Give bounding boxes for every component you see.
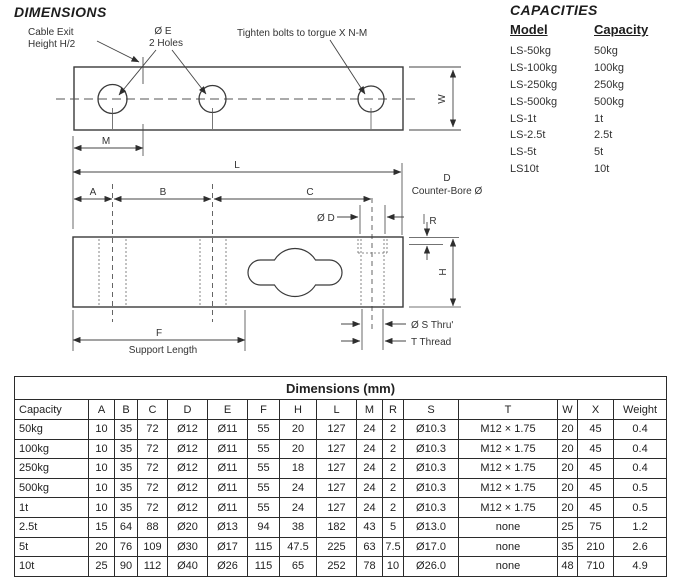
capacity-cell: 2.5t	[594, 129, 613, 142]
table-cell: 72	[138, 420, 168, 440]
column-header: T	[459, 400, 558, 420]
column-header: C	[138, 400, 168, 420]
dim-a-label: A	[89, 187, 97, 198]
dimension-h	[409, 239, 461, 307]
table-row	[15, 537, 667, 557]
table-cell: 35	[558, 537, 578, 557]
table-cell: 88	[138, 517, 168, 537]
table-row	[15, 459, 667, 479]
table-title: Dimensions (mm)	[15, 377, 667, 400]
table-cell: 64	[115, 517, 138, 537]
table-cell: 250kg	[15, 459, 89, 479]
table-cell: 55	[248, 439, 280, 459]
dim-r-label: R	[429, 216, 437, 227]
table-cell: 2	[383, 478, 404, 498]
model-cell: LS-250kg	[510, 78, 558, 91]
column-header: B	[115, 400, 138, 420]
table-cell: 2	[383, 420, 404, 440]
table-cell: 127	[317, 439, 357, 459]
model-cell: LS-500kg	[510, 95, 558, 108]
dim-h-label: H	[438, 268, 449, 276]
capacity-cell: 100kg	[594, 62, 624, 75]
column-header: X	[578, 400, 614, 420]
table-cell: 24	[357, 420, 383, 440]
table-cell: 55	[248, 498, 280, 518]
t-thread-label: T Thread	[411, 337, 452, 348]
model-cell: LS-100kg	[510, 62, 558, 75]
table-cell: Ø26	[208, 557, 248, 577]
table-cell: 182	[317, 517, 357, 537]
table-cell: 75	[578, 517, 614, 537]
table-cell: Ø17.0	[404, 537, 459, 557]
table-cell: Ø40	[168, 557, 208, 577]
cable-exit-leader	[97, 41, 139, 62]
table-cell: 10	[89, 420, 115, 440]
column-header: Capacity	[15, 400, 89, 420]
table-cell: 45	[578, 420, 614, 440]
table-cell: 18	[280, 459, 317, 479]
column-header: F	[248, 400, 280, 420]
table-row	[15, 498, 667, 518]
table-cell: 252	[317, 557, 357, 577]
table-cell: 10	[383, 557, 404, 577]
table-row	[15, 420, 667, 440]
table-cell: 100kg	[15, 439, 89, 459]
table-cell: 20	[558, 420, 578, 440]
s-thru-label: Ø S Thru'	[411, 320, 454, 331]
table-cell: 94	[248, 517, 280, 537]
model-cell: LS-50kg	[510, 45, 551, 58]
column-header: Weight	[614, 400, 667, 420]
table-cell: 35	[115, 420, 138, 440]
table-cell: 63	[357, 537, 383, 557]
table-cell: Ø10.3	[404, 459, 459, 479]
table-cell: Ø13.0	[404, 517, 459, 537]
dimension-abc	[74, 184, 372, 332]
table-cell: 15	[89, 517, 115, 537]
table-row	[15, 517, 667, 537]
table-cell: 225	[317, 537, 357, 557]
table-cell: 10	[89, 459, 115, 479]
hole-count-label: 2 Holes	[149, 38, 183, 49]
table-cell: 90	[115, 557, 138, 577]
table-cell: 710	[578, 557, 614, 577]
column-header: R	[383, 400, 404, 420]
table-cell: 72	[138, 478, 168, 498]
dim-table-header-row	[15, 400, 667, 420]
table-cell: M12 × 1.75	[459, 498, 558, 518]
column-header: M	[357, 400, 383, 420]
table-cell: 38	[280, 517, 317, 537]
table-cell: Ø13	[208, 517, 248, 537]
table-cell: 7.5	[383, 537, 404, 557]
table-cell: 127	[317, 478, 357, 498]
column-header: D	[168, 400, 208, 420]
column-header: H	[280, 400, 317, 420]
table-cell: Ø11	[208, 420, 248, 440]
table-cell: none	[459, 557, 558, 577]
table-cell: 50kg	[15, 420, 89, 440]
table-cell: 10	[89, 439, 115, 459]
dim-c-label: C	[306, 187, 314, 198]
capacity-cell: 250kg	[594, 78, 624, 91]
table-cell: Ø12	[168, 478, 208, 498]
dim-w-label: W	[437, 94, 448, 104]
table-cell: 47.5	[280, 537, 317, 557]
table-cell: M12 × 1.75	[459, 439, 558, 459]
table-cell: 72	[138, 498, 168, 518]
table-cell: 55	[248, 459, 280, 479]
table-cell: 65	[280, 557, 317, 577]
capacity-cell: 500kg	[594, 95, 624, 108]
table-cell: 72	[138, 439, 168, 459]
table-cell: 10t	[15, 557, 89, 577]
table-cell: 45	[578, 459, 614, 479]
table-cell: 24	[357, 439, 383, 459]
support-length-label: Support Length	[128, 345, 198, 356]
hole-dia-leader-2	[172, 50, 206, 94]
table-cell: 43	[357, 517, 383, 537]
table-cell: 20	[558, 478, 578, 498]
table-cell: 2.5t	[15, 517, 89, 537]
table-cell: M12 × 1.75	[459, 478, 558, 498]
hole-dia-label: Ø E	[154, 26, 172, 37]
dim-m-label: M	[101, 136, 111, 147]
table-cell: 35	[115, 498, 138, 518]
table-cell: 20	[558, 459, 578, 479]
dimension-d	[337, 205, 404, 234]
table-cell: 20	[558, 498, 578, 518]
table-cell: 2	[383, 439, 404, 459]
capacity-cell: 1t	[594, 112, 604, 125]
table-cell: 1.2	[614, 517, 667, 537]
table-cell: 25	[89, 557, 115, 577]
table-cell: 20	[280, 420, 317, 440]
capacity-cell: 50kg	[594, 45, 618, 58]
table-cell: 78	[357, 557, 383, 577]
table-cell: none	[459, 517, 558, 537]
table-cell: Ø10.3	[404, 420, 459, 440]
cable-exit-label-2: Height H/2	[28, 39, 76, 50]
table-cell: Ø11	[208, 459, 248, 479]
table-cell: 35	[115, 459, 138, 479]
table-cell: 127	[317, 420, 357, 440]
dimension-m-l	[73, 124, 402, 235]
table-cell: 20	[558, 439, 578, 459]
table-cell: 112	[138, 557, 168, 577]
table-cell: 0.5	[614, 478, 667, 498]
table-cell: Ø17	[208, 537, 248, 557]
capacity-cell: 5t	[594, 146, 604, 159]
table-cell: 55	[248, 420, 280, 440]
dimension-w	[409, 67, 461, 130]
table-cell: Ø12	[168, 498, 208, 518]
dim-f-label: F	[155, 328, 163, 339]
hole-dia-leader-1	[119, 50, 156, 95]
table-cell: Ø11	[208, 498, 248, 518]
table-cell: 2.6	[614, 537, 667, 557]
table-cell: 127	[317, 498, 357, 518]
table-cell: 45	[578, 498, 614, 518]
table-cell: 0.4	[614, 439, 667, 459]
table-cell: 0.5	[614, 498, 667, 518]
table-cell: 24	[357, 478, 383, 498]
table-cell: Ø10.3	[404, 478, 459, 498]
model-column-header: Model	[510, 22, 548, 37]
table-cell: 55	[248, 478, 280, 498]
table-cell: 4.9	[614, 557, 667, 577]
dimensions-heading: DIMENSIONS	[14, 4, 107, 20]
capacities-heading: CAPACITIES	[510, 2, 598, 18]
model-cell: LS-1t	[510, 112, 537, 125]
column-header: L	[317, 400, 357, 420]
table-cell: 115	[248, 537, 280, 557]
table-cell: 45	[578, 478, 614, 498]
table-cell: 24	[280, 478, 317, 498]
table-cell: 24	[357, 498, 383, 518]
table-cell: 24	[280, 498, 317, 518]
table-cell: 127	[317, 459, 357, 479]
model-cell: LS10t	[510, 162, 539, 175]
model-cell: LS-2.5t	[510, 129, 546, 142]
table-cell: 10	[89, 498, 115, 518]
table-cell: Ø20	[168, 517, 208, 537]
table-cell: 45	[578, 439, 614, 459]
table-cell: Ø10.3	[404, 439, 459, 459]
capacity-column-header: Capacity	[594, 22, 649, 37]
dimensions-table	[14, 376, 667, 577]
table-cell: none	[459, 537, 558, 557]
table-cell: 5	[383, 517, 404, 537]
table-cell: 0.4	[614, 459, 667, 479]
table-cell: 25	[558, 517, 578, 537]
table-cell: 35	[115, 439, 138, 459]
column-header: S	[404, 400, 459, 420]
table-cell: Ø30	[168, 537, 208, 557]
column-header: E	[208, 400, 248, 420]
table-cell: Ø12	[168, 420, 208, 440]
top-view	[56, 57, 417, 130]
table-cell: Ø11	[208, 478, 248, 498]
table-cell: 115	[248, 557, 280, 577]
table-cell: 1t	[15, 498, 89, 518]
column-header: W	[558, 400, 578, 420]
counter-bore-label-2: Counter-Bore Ø	[411, 186, 483, 197]
table-row	[15, 557, 667, 577]
side-view-outline	[73, 237, 403, 307]
table-cell: Ø12	[168, 439, 208, 459]
dim-l-label: L	[234, 160, 240, 171]
torque-note-label: Tighten bolts to torgue X N-M	[237, 28, 368, 39]
table-title-row	[15, 377, 667, 400]
table-cell: 210	[578, 537, 614, 557]
table-cell: M12 × 1.75	[459, 420, 558, 440]
table-cell: M12 × 1.75	[459, 459, 558, 479]
table-cell: 2	[383, 459, 404, 479]
table-cell: Ø26.0	[404, 557, 459, 577]
table-cell: 109	[138, 537, 168, 557]
table-cell: 0.4	[614, 420, 667, 440]
capacity-cell: 10t	[594, 162, 610, 175]
table-cell: 24	[357, 459, 383, 479]
table-cell: 5t	[15, 537, 89, 557]
table-cell: 2	[383, 498, 404, 518]
table-cell: 35	[115, 478, 138, 498]
table-cell: 72	[138, 459, 168, 479]
model-cell: LS-5t	[510, 146, 537, 159]
column-header: A	[89, 400, 115, 420]
table-cell: 76	[115, 537, 138, 557]
table-cell: Ø10.3	[404, 498, 459, 518]
cable-exit-label-1: Cable Exit	[28, 27, 74, 38]
table-cell: Ø11	[208, 439, 248, 459]
dim-b-label: B	[159, 187, 167, 198]
flexure-cutout	[248, 248, 342, 296]
table-cell: 500kg	[15, 478, 89, 498]
dimension-s-t	[341, 309, 406, 350]
table-cell: Ø12	[168, 459, 208, 479]
table-row	[15, 439, 667, 459]
counter-bore-label-1: D	[443, 173, 451, 184]
table-cell: 48	[558, 557, 578, 577]
table-cell: 20	[280, 439, 317, 459]
table-cell: 10	[89, 478, 115, 498]
side-view	[73, 237, 403, 307]
dim-table-body	[15, 420, 667, 577]
dia-d-label: Ø D	[317, 213, 335, 224]
table-row	[15, 478, 667, 498]
table-cell: 20	[89, 537, 115, 557]
